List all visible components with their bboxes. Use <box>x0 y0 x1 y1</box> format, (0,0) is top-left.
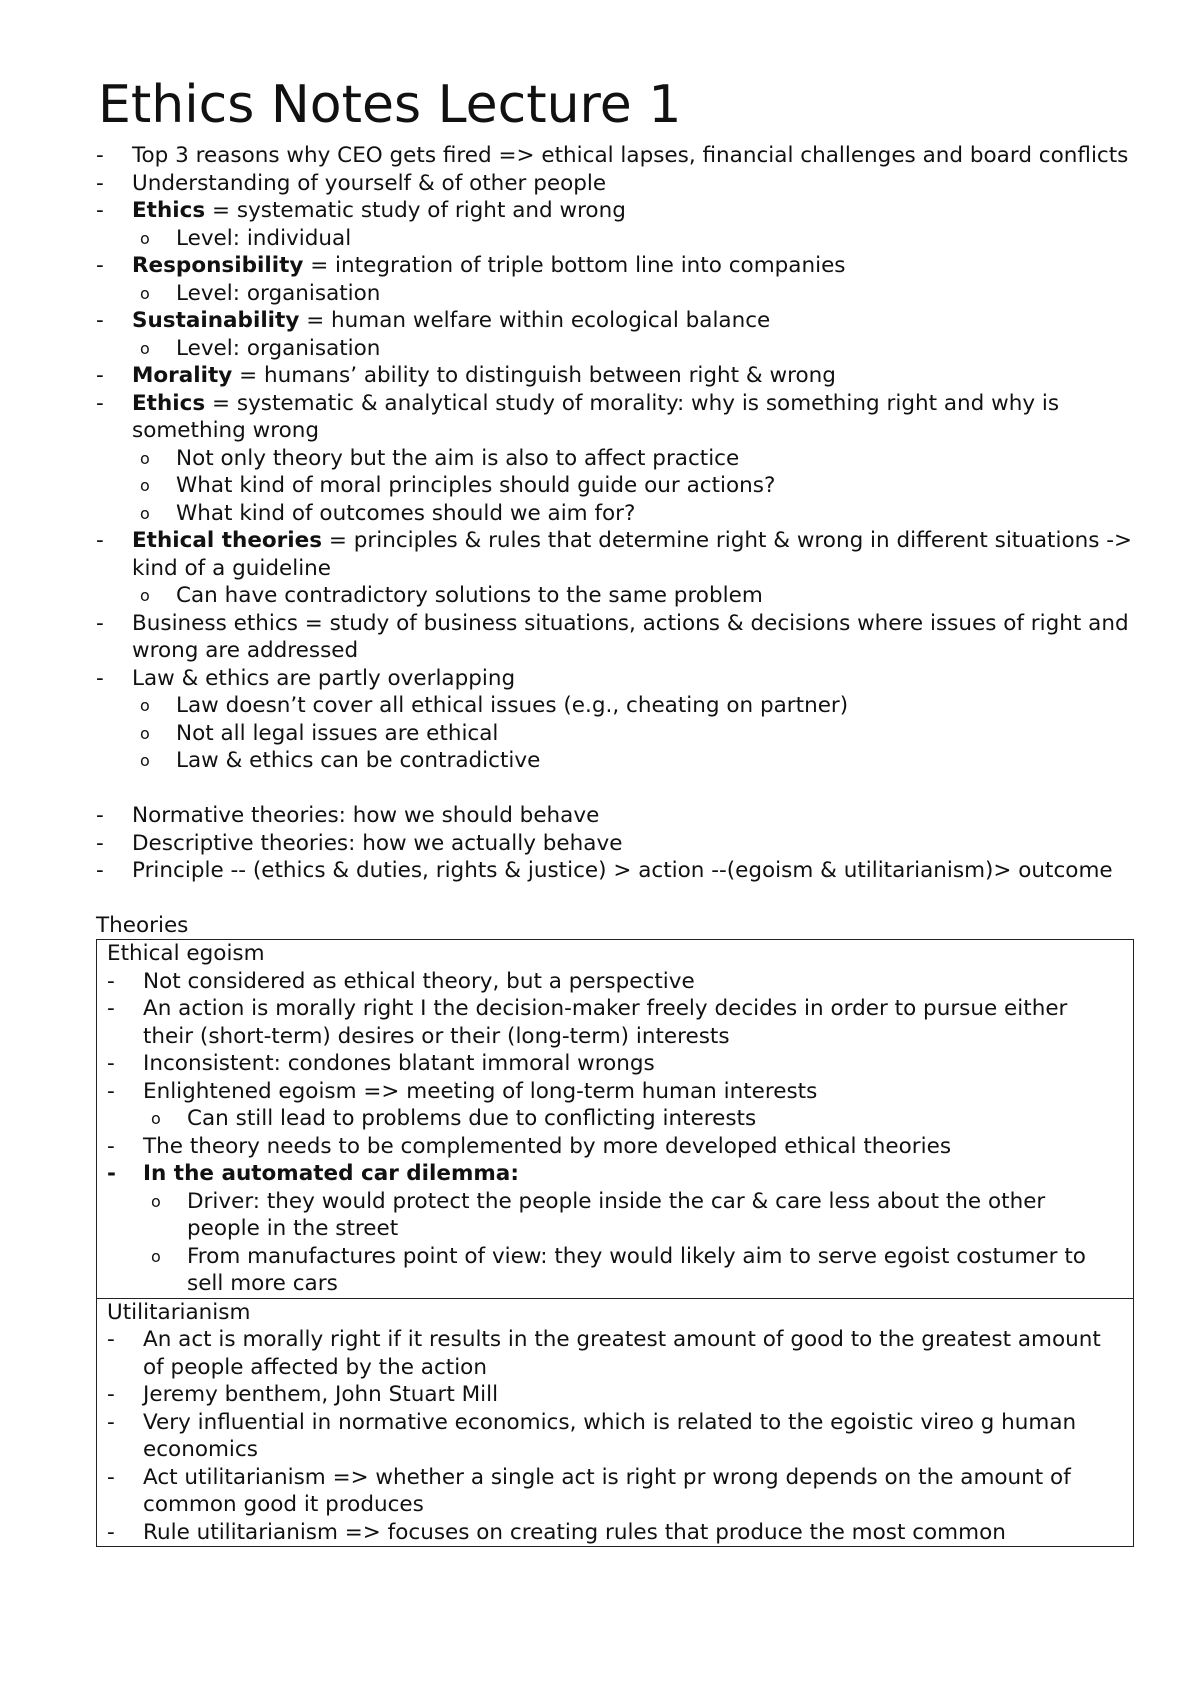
table-cell <box>97 1298 1133 1547</box>
list-item <box>96 610 1136 665</box>
sub-list <box>96 335 1136 363</box>
bullet-icon: o <box>151 1246 161 1266</box>
item-text: Inconsistent: condones blatant immoral wrongs <box>143 1051 655 1076</box>
dash-icon: - <box>96 253 104 278</box>
theory-title: Utilitarianism <box>107 1299 251 1325</box>
dash-icon: - <box>107 1161 116 1186</box>
sub-item-text: Not all legal issues are ethical <box>176 720 499 746</box>
item-text: = systematic study of right and wrong <box>205 198 626 223</box>
dash-icon: - <box>96 830 104 856</box>
list-item <box>107 968 1123 996</box>
sub-item-text: What kind of moral principles should guide our actions? <box>176 473 776 498</box>
list-item <box>96 527 1136 582</box>
bullet-icon: o <box>140 723 150 743</box>
item-text: Law & ethics are partly overlapping <box>132 665 516 691</box>
sub-item-text: Can have contradictory solutions to the same problem <box>176 583 763 608</box>
list-item <box>107 995 1123 1050</box>
dash-icon: - <box>107 1519 115 1545</box>
list-item <box>96 802 1136 830</box>
term: Ethics <box>132 198 206 223</box>
table-cell <box>97 940 1133 1298</box>
term: Ethical theories <box>132 528 323 553</box>
item-text: In the automated car dilemma: <box>143 1161 519 1186</box>
theory-types-list <box>96 802 1136 885</box>
sub-list <box>96 692 1136 775</box>
item-text: Descriptive theories: how we actually behave <box>132 830 623 856</box>
list-item <box>96 252 1136 280</box>
bullet-icon: o <box>140 283 150 303</box>
theory-points <box>107 1326 1123 1546</box>
bullet-icon: o <box>140 751 150 770</box>
sub-item-text: Level: individual <box>176 225 352 251</box>
item-text: Act utilitarianism => whether a single act is right pr wrong depends on the amount of common good it produces <box>143 1464 1071 1517</box>
bullet-icon: o <box>140 448 150 468</box>
dash-icon: - <box>107 1327 115 1352</box>
sub-list <box>107 1105 1123 1133</box>
list-item <box>96 830 1136 858</box>
list-item <box>107 1050 1123 1078</box>
list-item <box>107 1326 1123 1381</box>
item-text: An act is morally right if it results in the greatest amount of good to the greatest amount of people affected by the action <box>143 1327 1101 1380</box>
list-item <box>107 1409 1123 1464</box>
item-text: Rule utilitarianism => focuses on creating rules that produce the most common <box>143 1519 1006 1545</box>
sub-list-item <box>132 582 1136 610</box>
list-item <box>96 390 1136 445</box>
sub-item-text: Level: organisation <box>176 280 381 306</box>
sub-list-item <box>132 692 1136 720</box>
sub-list <box>96 582 1136 610</box>
list-item <box>107 1464 1123 1519</box>
term: Morality <box>132 363 233 388</box>
item-text: = human welfare within ecological balance <box>299 308 771 333</box>
list-item <box>107 1133 1123 1161</box>
sub-list-item <box>132 445 1136 473</box>
sub-item-text: Not only theory but the aim is also to affect practice <box>176 445 740 471</box>
item-text: Very influential in normative economics, which is related to the egoistic vireo g human economics <box>143 1409 1077 1462</box>
sub-list <box>96 280 1136 308</box>
dash-icon: - <box>96 610 104 636</box>
dash-icon: - <box>96 858 104 883</box>
term: Responsibility <box>132 253 304 278</box>
sub-list-item <box>143 1105 1123 1133</box>
item-text: = principles & rules that determine right & wrong in different situations -> kind of a guideline <box>132 528 1133 581</box>
item-text: Understanding of yourself & of other people <box>132 170 607 196</box>
dash-icon: - <box>96 390 104 416</box>
sub-item-text: From manufactures point of view: they would likely aim to serve egoist costumer to sell more cars <box>187 1243 1086 1296</box>
item-text: Not considered as ethical theory, but a perspective <box>143 968 695 994</box>
sub-list <box>96 445 1136 528</box>
item-text: Business ethics = study of business situations, actions & decisions where issues of right and wrong are addressed <box>132 610 1129 663</box>
list-item <box>107 1160 1123 1188</box>
item-text: Principle -- (ethics & duties, rights & justice) > action --(egoism & utilitarianism)> outcome <box>132 858 1113 883</box>
list-item <box>96 665 1136 693</box>
dash-icon: - <box>107 1051 115 1076</box>
bullet-icon: o <box>140 696 150 715</box>
dash-icon: - <box>96 143 104 168</box>
bullet-icon: o <box>140 476 150 495</box>
list-item <box>96 857 1136 885</box>
item-text: = systematic & analytical study of morality: why is something right and why is something wrong <box>132 390 1060 443</box>
theories-heading: Theories <box>96 912 189 938</box>
sub-item-text: Law doesn’t cover all ethical issues (e.g., cheating on partner) <box>176 693 849 718</box>
item-text: Jeremy benthem, John Stuart Mill <box>143 1382 499 1407</box>
item-text: Normative theories: how we should behave <box>132 803 600 828</box>
term: Sustainability <box>132 308 300 333</box>
bullet-icon: o <box>140 338 150 358</box>
dash-icon: - <box>96 363 104 388</box>
list-item <box>107 1078 1123 1106</box>
item-text: Enlightened egoism => meeting of long-term human interests <box>143 1078 818 1104</box>
sub-list-item <box>132 335 1136 363</box>
list-item <box>96 307 1136 335</box>
dash-icon: - <box>107 1409 115 1435</box>
theories-table <box>96 939 1134 1547</box>
dash-icon: - <box>96 198 104 223</box>
dash-icon: - <box>96 665 104 691</box>
bullet-icon: o <box>140 586 150 605</box>
bullet-icon: o <box>140 228 150 248</box>
sub-item-text: What kind of outcomes should we aim for? <box>176 500 636 526</box>
dash-icon: - <box>107 968 115 994</box>
notes-list <box>96 142 1136 775</box>
dash-icon: - <box>107 1382 115 1407</box>
theory-title: Ethical egoism <box>107 941 265 966</box>
bullet-icon: o <box>140 503 150 523</box>
sub-list-item <box>143 1243 1123 1298</box>
spacer <box>96 775 1136 803</box>
dash-icon: - <box>107 996 115 1021</box>
sub-list-item <box>132 280 1136 308</box>
page-title: Ethics Notes Lecture 1 <box>98 75 682 135</box>
document-page <box>96 70 1136 1547</box>
term: Ethics <box>132 390 206 416</box>
list-item <box>96 362 1136 390</box>
sub-item-text: Level: organisation <box>176 335 381 361</box>
dash-icon: - <box>107 1078 115 1104</box>
item-text: = humans’ ability to distinguish between right & wrong <box>232 363 836 388</box>
list-item <box>107 1519 1123 1547</box>
item-text: An action is morally right I the decision-maker freely decides in order to pursue either their (short-term) desires or their (long-term) interests <box>143 996 1068 1049</box>
sub-list <box>96 225 1136 253</box>
dash-icon: - <box>96 170 104 196</box>
list-item <box>96 197 1136 225</box>
sub-list-item <box>132 225 1136 253</box>
sub-list-item <box>132 747 1136 775</box>
theory-points <box>107 968 1123 1298</box>
bullet-icon: o <box>151 1109 161 1128</box>
item-text: Top 3 reasons why CEO gets fired => ethical lapses, financial challenges and board conflicts <box>132 143 1129 168</box>
list-item <box>96 170 1136 198</box>
item-text: The theory needs to be complemented by more developed ethical theories <box>143 1133 952 1159</box>
sub-item-text: Can still lead to problems due to conflicting interests <box>187 1106 757 1131</box>
dash-icon: - <box>107 1133 115 1159</box>
dash-icon: - <box>96 308 104 333</box>
list-item <box>96 142 1136 170</box>
bullet-icon: o <box>151 1191 161 1211</box>
dash-icon: - <box>96 803 104 828</box>
sub-item-text: Law & ethics can be contradictive <box>176 748 541 773</box>
sub-list-item <box>132 472 1136 500</box>
item-text: = integration of triple bottom line into companies <box>303 253 846 278</box>
dash-icon: - <box>96 528 104 553</box>
sub-list-item <box>132 500 1136 528</box>
list-item <box>107 1381 1123 1409</box>
sub-list <box>107 1188 1123 1298</box>
sub-item-text: Driver: they would protect the people inside the car & care less about the other people in the street <box>187 1188 1046 1241</box>
sub-list-item <box>143 1188 1123 1243</box>
dash-icon: - <box>107 1464 115 1490</box>
sub-list-item <box>132 720 1136 748</box>
